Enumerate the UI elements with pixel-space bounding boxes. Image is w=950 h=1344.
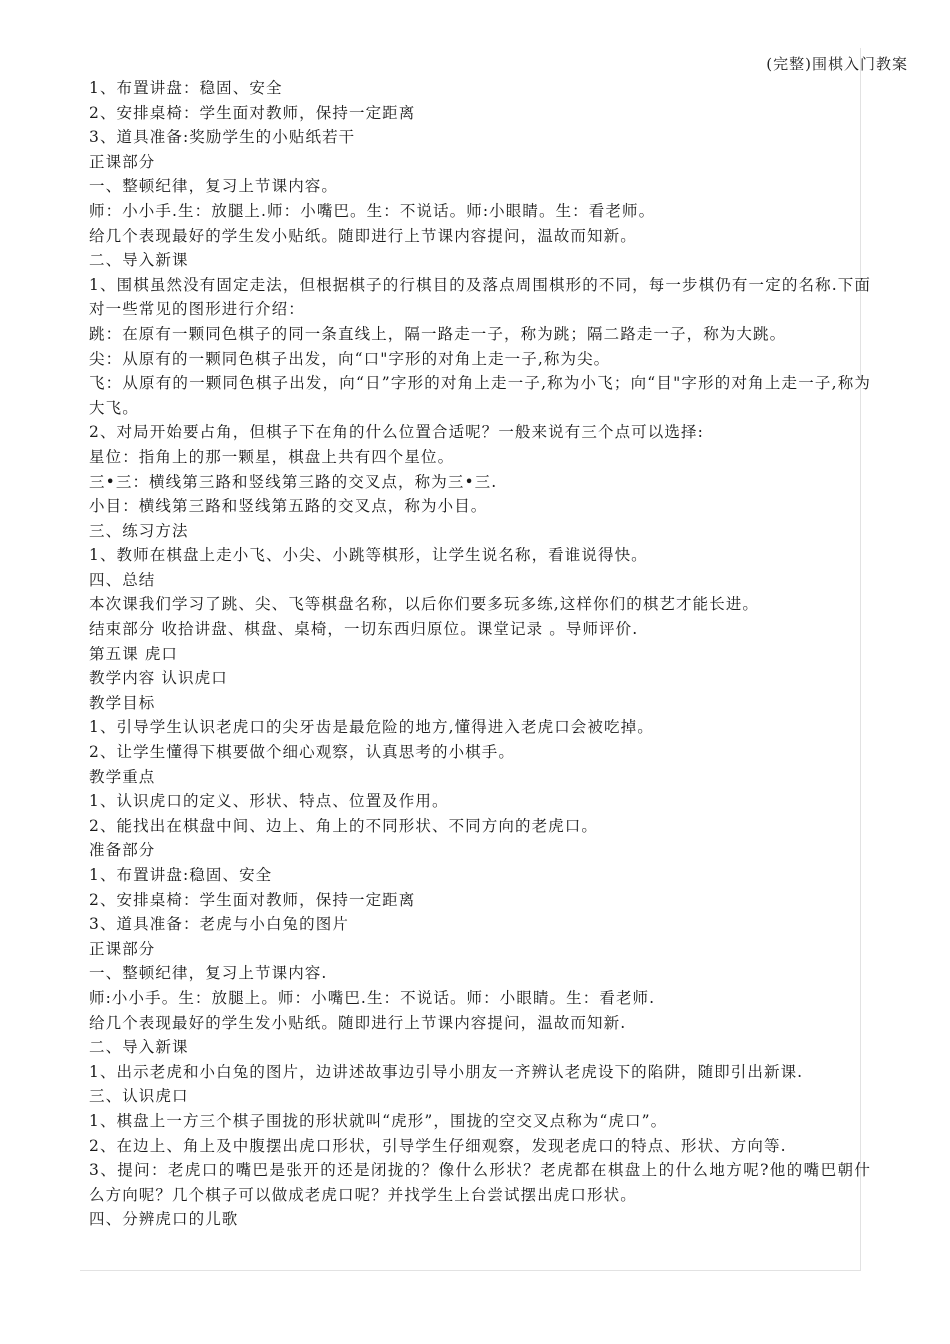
text-line: 2、在边上、角上及中腹摆出虎口形状，引导学生仔细观察，发现老虎口的特点、形状、方向等. xyxy=(89,1136,787,1155)
text-line: 2、能找出在棋盘中间、边上、角上的不同形状、不同方向的老虎口。 xyxy=(89,816,598,835)
text-line: 给几个表现最好的学生发小贴纸。随即进行上节课内容提问，温故而知新. xyxy=(89,1013,627,1032)
text-line: 教学内容 认识虎口 xyxy=(89,669,228,688)
text-line: 3、道具准备：老虎与小白兔的图片 xyxy=(89,915,349,934)
lesson-title: 第五课 虎口 xyxy=(89,644,179,663)
text-line: 2、对局开始要占角，但棋子下在角的什么位置合适呢？一般来说有三个点可以选择: xyxy=(89,423,704,442)
text-paragraph: 1、出示老虎和小白兔的图片，边讲述故事边引导小朋友一齐辨认老虎设下的陷阱，随即引出新课. xyxy=(89,1062,804,1081)
text-line: 2、安排桌椅：学生面对教师，保持一定距离 xyxy=(89,890,416,909)
text-line: 师：小小手.生：放腿上.师：小嘴巴。生：不说话。师:小眼睛。生：看老师。 xyxy=(89,201,656,220)
text-line: 跳：在原有一颗同色棋子的同一条直线上，隔一路走一子，称为跳；隔二路走一子，称为大跳。 xyxy=(89,324,787,343)
section-heading: 一、整顿纪律，复习上节课内容。 xyxy=(89,177,339,196)
text-line: 2、让学生懂得下棋要做个细心观察，认真思考的小棋手。 xyxy=(89,743,515,762)
section-heading: 二、导入新课 xyxy=(89,251,189,270)
text-line: 尖：从原有的一颗同色棋子出发，向“口"字形的对角上走一子,称为尖。 xyxy=(89,349,611,368)
section-heading: 教学目标 xyxy=(89,693,156,712)
text-line: 1、引导学生认识老虎口的尖牙齿是最危险的地方,懂得进入老虎口会被吃掉。 xyxy=(89,718,654,737)
section-heading: 四、分辨虎口的儿歌 xyxy=(89,1210,239,1229)
text-line: 给几个表现最好的学生发小贴纸。随即进行上节课内容提问，温故而知新。 xyxy=(89,226,637,245)
text-line: 本次课我们学习了跳、尖、飞等棋盘名称，以后你们要多玩多练,这样你们的棋艺才能长进。 xyxy=(89,595,760,614)
section-heading: 正课部分 xyxy=(89,152,156,171)
text-line: 师:小小手。生：放腿上。师：小嘴巴.生：不说话。师：小眼睛。生：看老师. xyxy=(89,988,656,1007)
text-line: 小目：横线第三路和竖线第五路的交叉点，称为小目。 xyxy=(89,497,488,516)
text-paragraph: 飞：从原有的一颗同色棋子出发，向“日”字形的对角上走一子,称为小飞；向“目"字形的对角上走一子,称为大飞。 xyxy=(89,374,871,417)
section-heading: 准备部分 xyxy=(89,841,156,860)
text-paragraph: 3、提问：老虎口的嘴巴是张开的还是闭拢的？像什么形状？老虎都在棋盘上的什么地方呢?他的嘴巴朝什么方向呢？几个棋子可以做成老虎口呢？并找学生上台尝试摆出虎口形状。 xyxy=(89,1161,871,1204)
text-line: 1、布置讲盘：稳固、安全 xyxy=(89,79,283,97)
text-line: 结束部分 收拾讲盘、棋盘、桌椅，一切东西归原位。课堂记录 。导师评价. xyxy=(89,620,639,639)
section-heading: 三、认识虎口 xyxy=(89,1087,189,1106)
text-line: 1、认识虎口的定义、形状、特点、位置及作用。 xyxy=(89,792,449,811)
text-line: 2、安排桌椅：学生面对教师，保持一定距离 xyxy=(89,103,416,122)
text-line: 3、道具准备:奖励学生的小贴纸若干 xyxy=(89,128,356,147)
text-line: 1、教师在棋盘上走小飞、小尖、小跳等棋形，让学生说名称，看谁说得快。 xyxy=(89,546,648,565)
text-line: 星位：指角上的那一颗星，棋盘上共有四个星位。 xyxy=(89,447,455,466)
section-heading: 一、整顿纪律，复习上节课内容. xyxy=(89,964,328,983)
text-line: 1、棋盘上一方三个棋子围拢的形状就叫“虎形”，围拢的空交叉点称为“虎口”。 xyxy=(89,1111,668,1130)
document-body xyxy=(89,76,871,1232)
section-heading: 四、总结 xyxy=(89,570,156,589)
section-heading: 正课部分 xyxy=(89,939,156,958)
text-line: 1、布置讲盘:稳固、安全 xyxy=(89,866,273,884)
text-paragraph: 1、围棋虽然没有固定走法，但根据棋子的行棋目的及落点周围棋形的不同，每一步棋仍有一定的名称.下面对一些常见的图形进行介绍： xyxy=(89,275,871,319)
text-line: 三•三：横线第三路和竖线第三路的交叉点，称为三•三. xyxy=(89,472,498,491)
section-heading: 三、练习方法 xyxy=(89,521,189,540)
section-heading: 二、导入新课 xyxy=(89,1038,189,1057)
document-header-title: (完整)围棋入门教案 xyxy=(766,55,908,73)
section-heading: 教学重点 xyxy=(89,767,156,786)
